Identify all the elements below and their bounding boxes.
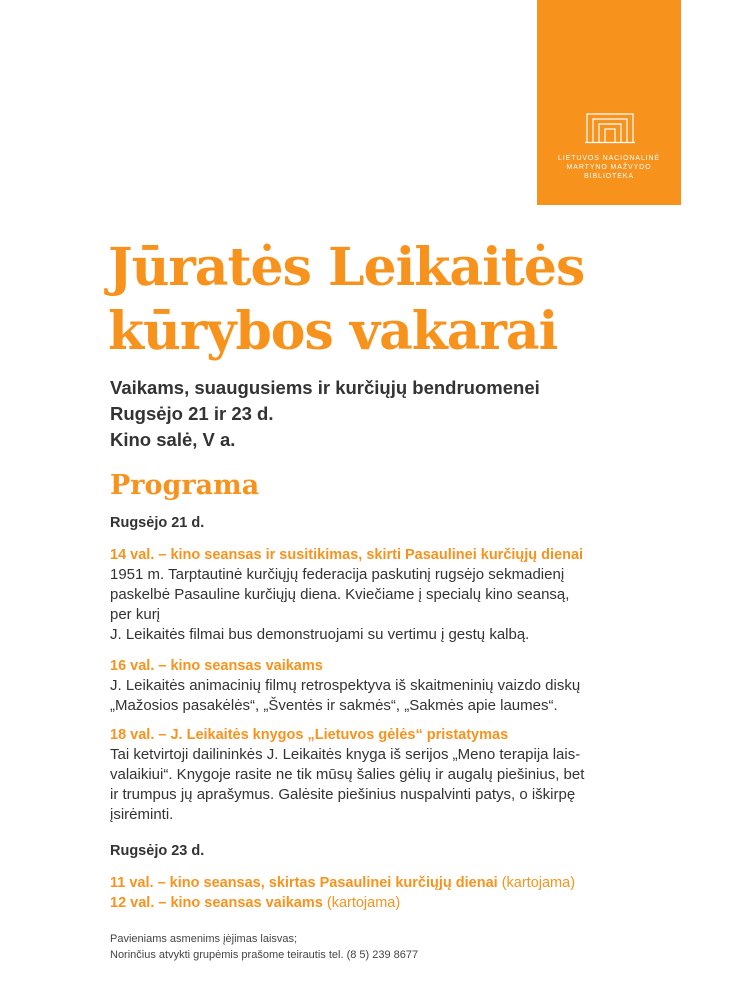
event-text-line: ir trumpus jų aprašymus. Galėsite piešinius nuspalvinti patys, o iškirpę xyxy=(110,786,576,803)
footer-note xyxy=(110,931,418,963)
day2-date: Rugsėjo 23 d. xyxy=(110,843,205,859)
library-name xyxy=(537,154,681,181)
venue-line: Kino salė, V a. xyxy=(110,429,236,450)
event-title: 16 val. – kino seansas vaikams xyxy=(110,658,323,674)
event-title: 12 val. – kino seansas vaikams xyxy=(110,895,323,911)
audience-line: Vaikams, suaugusiems ir kurčiųjų bendruomenei xyxy=(110,377,540,398)
poster-title: Jūratės Leikaitės kūrybos vakarai xyxy=(108,237,585,362)
library-name-line-2: MARTYNO MAŽVYDO xyxy=(566,164,652,171)
event-text-line: 1951 m. Tarptautinė kurčiųjų federacija paskutinį rugsėjo sekmadienį xyxy=(110,566,565,583)
event-18h xyxy=(110,725,650,825)
event-text-line: valaikiui“. Knygoje rasite ne tik mūsų šalies gėlių ir augalų piešinius, bet xyxy=(110,766,585,783)
footer-line-1: Pavieniams asmenims įėjimas laisvas; xyxy=(110,933,298,945)
event-16h xyxy=(110,656,650,716)
event-text-line: „Mažosios pasakėlės“, „Šventės ir sakmės“, „Sakmės apie laumes“. xyxy=(110,697,558,714)
poster-subtitle xyxy=(110,375,540,453)
event-text-line: įsirėminti. xyxy=(110,806,174,823)
repeat-note: (kartojama) xyxy=(501,875,576,891)
library-logo xyxy=(537,0,681,205)
event-text-line: J. Leikaitės filmai bus demonstruojami su vertimu į gestų kalbą. xyxy=(110,626,530,643)
event-title: 18 val. – J. Leikaitės knygos „Lietuvos gėlės“ pristatymas xyxy=(110,727,509,743)
event-11h xyxy=(110,873,575,893)
library-name-line-3: BIBLIOTEKA xyxy=(584,173,634,180)
program-heading: Programa xyxy=(110,470,260,501)
repeat-note: (kartojama) xyxy=(326,895,401,911)
event-title: 11 val. – kino seansas, skirtas Pasaulinei kurčiųjų dienai xyxy=(110,875,498,891)
event-text-line: per kurį xyxy=(110,606,161,623)
day1-date: Rugsėjo 21 d. xyxy=(110,515,205,531)
event-text-line: Tai ketvirtoji dailininkės J. Leikaitės knyga iš serijos „Meno terapija lais- xyxy=(110,746,581,763)
event-14h xyxy=(110,545,650,645)
footer-line-2: Norinčius atvykti grupėmis prašome teirautis tel. (8 5) 239 8677 xyxy=(110,949,419,961)
event-text-line: paskelbė Pasauline kurčiųjų diena. Kviečiame į specialų kino seansą, xyxy=(110,586,570,603)
event-12h xyxy=(110,893,400,913)
library-name-line-1: LIETUVOS NACIONALINĖ xyxy=(557,155,661,162)
library-building-icon xyxy=(585,112,635,144)
dates-line: Rugsėjo 21 ir 23 d. xyxy=(110,403,274,424)
event-text-line: J. Leikaitės animacinių filmų retrospektyva iš skaitmeninių vaizdo diskų xyxy=(110,677,581,694)
event-title: 14 val. – kino seansas ir susitikimas, skirti Pasaulinei kurčiųjų dienai xyxy=(110,547,584,563)
